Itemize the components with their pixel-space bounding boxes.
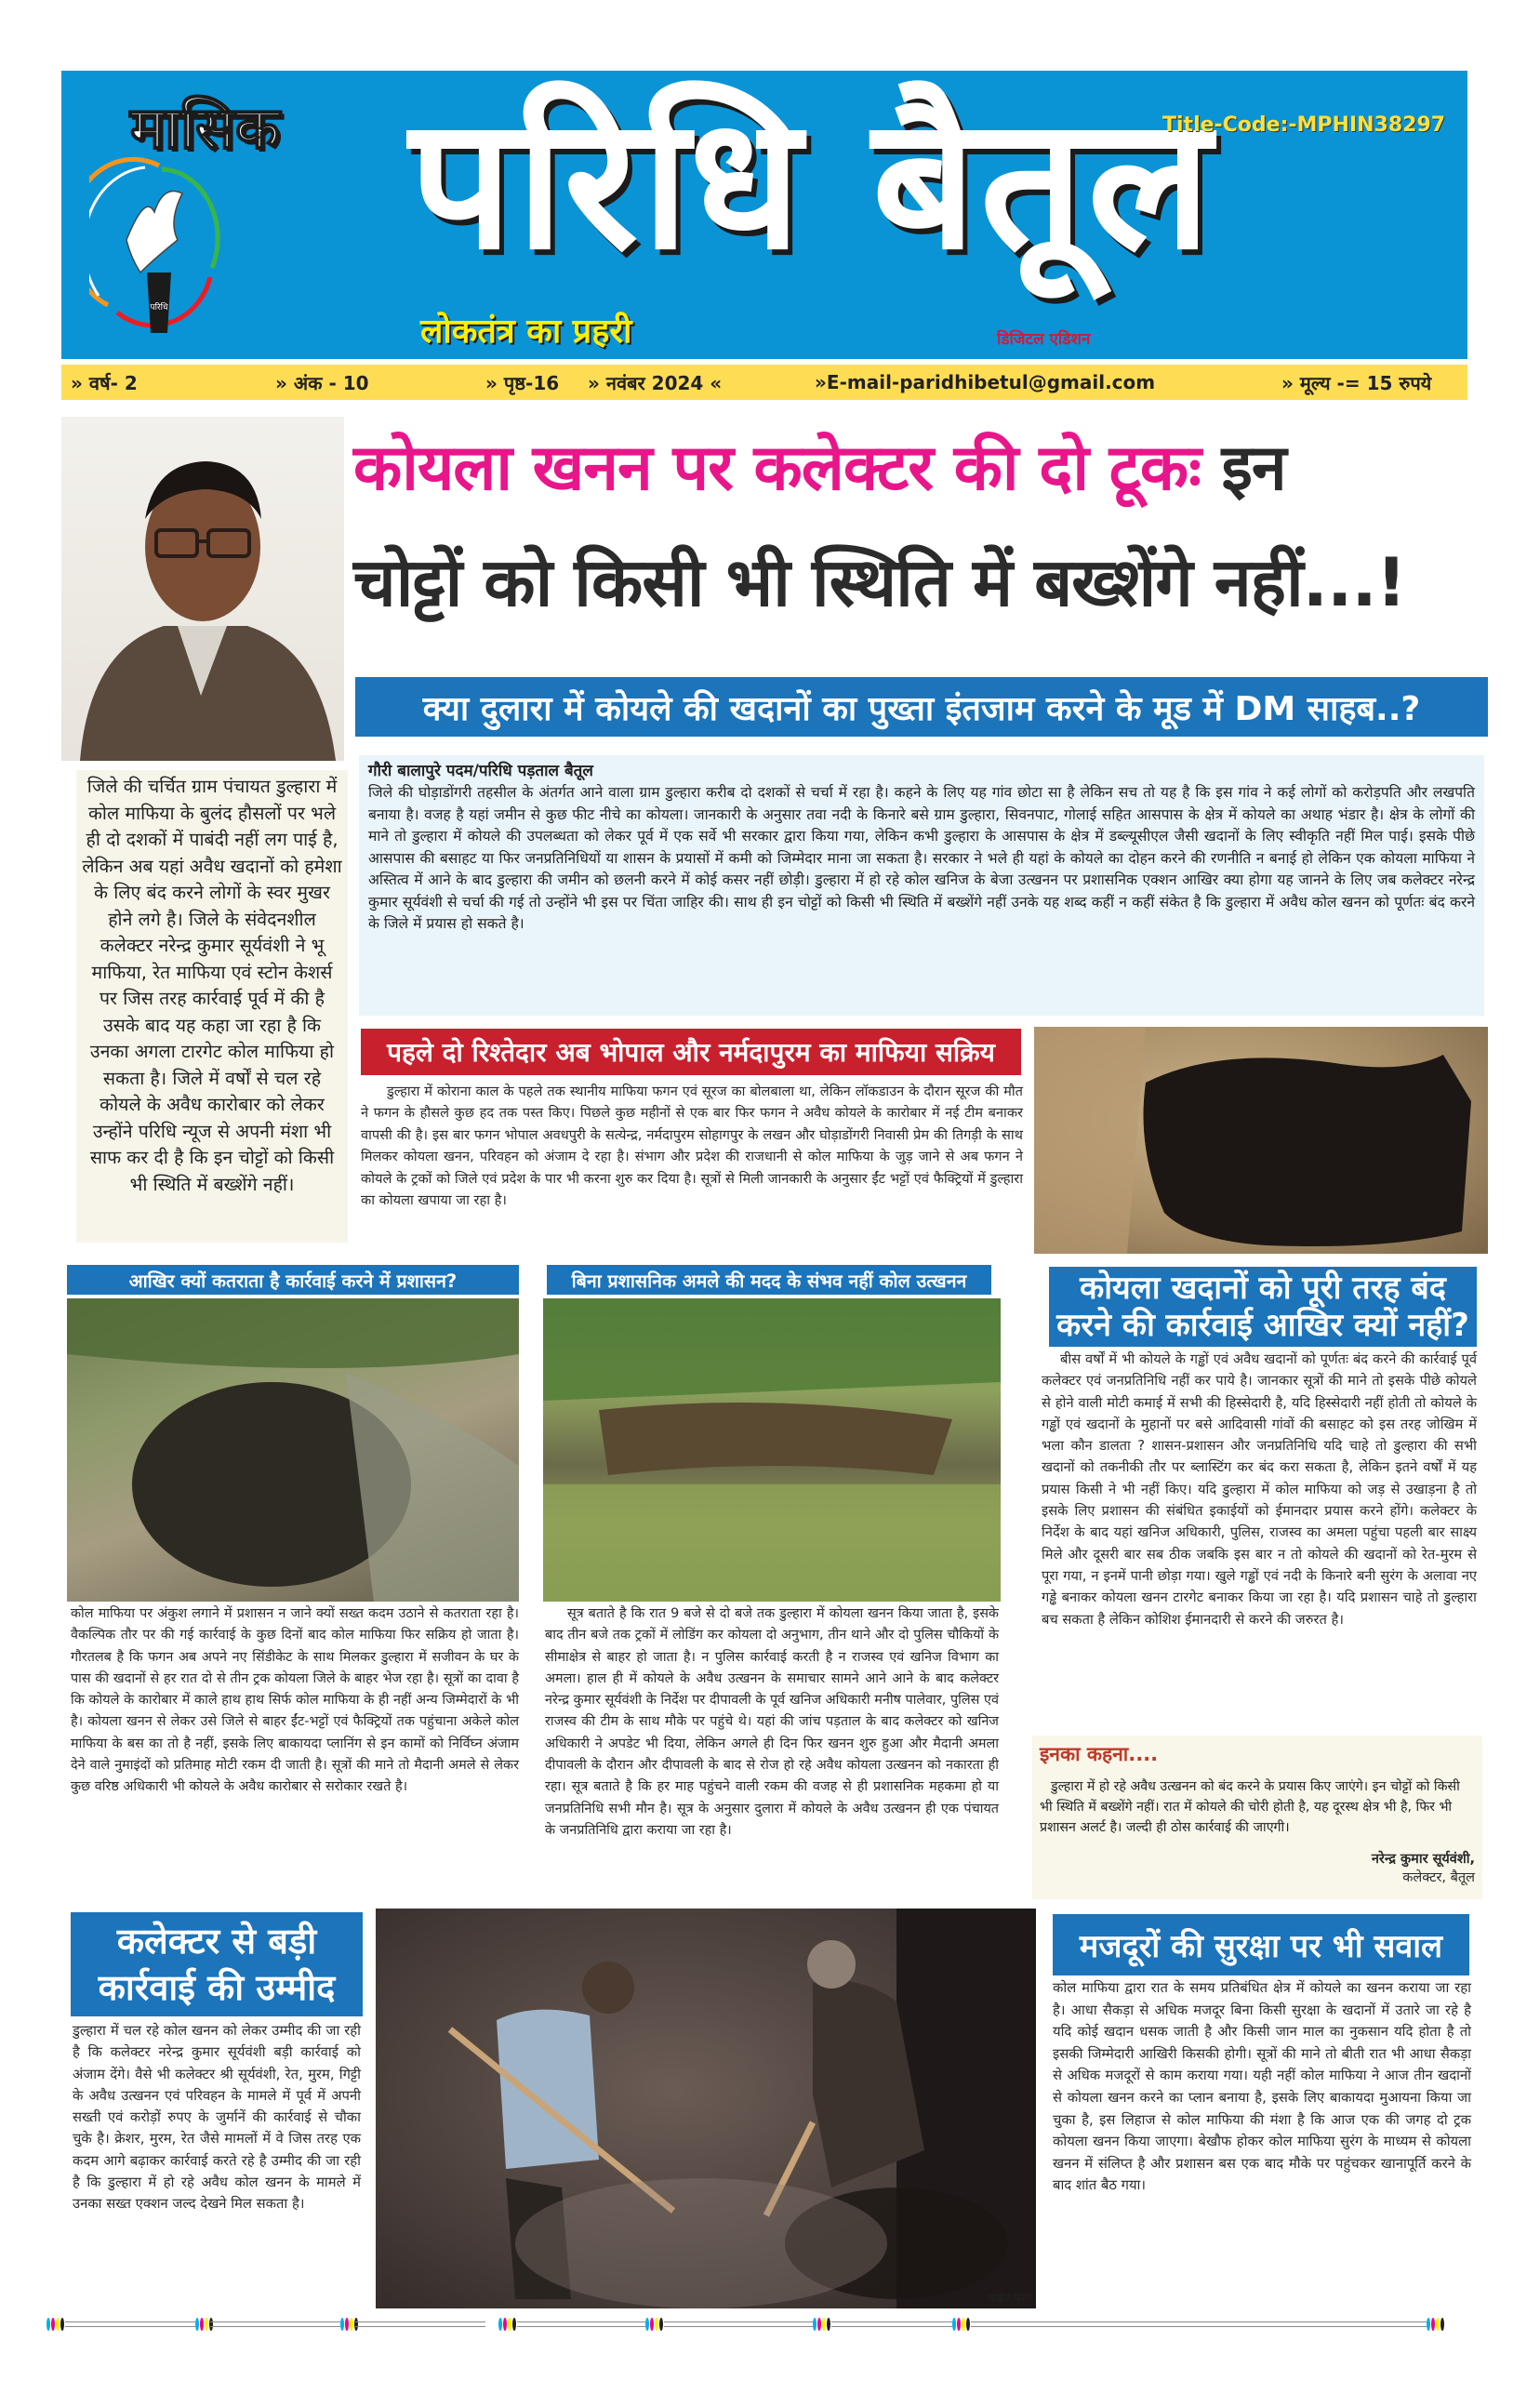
tagline: लोकतंत्र का प्रहरी — [420, 313, 632, 351]
divider-rule — [355, 2321, 485, 2327]
headline-line1-rest: इन — [1200, 432, 1286, 505]
registration-dot — [1436, 2318, 1440, 2331]
registration-dot — [966, 2318, 970, 2331]
pages-info: » पृष्ठ-16 — [485, 371, 560, 394]
registration-dot — [813, 2318, 816, 2331]
registration-dot — [503, 2318, 507, 2331]
price-info: » मूल्य -= 15 रुपये — [1281, 371, 1432, 394]
registration-mark — [813, 2318, 830, 2331]
photo-credit: फाईल फोटो — [988, 2292, 1032, 2304]
registration-dot — [655, 2318, 658, 2331]
coal-pit-photo — [1034, 1027, 1488, 1254]
registration-dot — [1427, 2318, 1430, 2331]
photo-caption-why-hesitate: आखिर क्यों कतराता है कार्रवाई करने में प्रशासन? — [67, 1265, 519, 1295]
registration-dot — [195, 2318, 199, 2331]
registration-dot — [827, 2318, 830, 2331]
registration-dot — [1431, 2318, 1435, 2331]
divider-rule — [831, 2321, 952, 2327]
intro-summary-box: जिले की चर्चित ग्राम पंचायत डुल्हारा में कोल माफिया के बुलंद हौसलों पर भले ही दो दशकों में पाबंदी नहीं लग पाई है, लेकिन अब यहां अवैध खदानों को हमेशा के लिए बंद करने लोगों के स्वर मुखर होने लगे है। जिले के संवेदनशील कलेक्टर नरेन्द्र कुमार सूर्यवंशी ने भू माफिया, रेत माफिया एवं स्टोन केशर्स पर जिस तरह कार्रवाई पूर्व में की है उसके बाद यह कहा जा रहा है कि उनका अगला टारगेट कोल माफिया हो सकता है। जिले में वर्षों से चल रहे कोयले के अवैध कारोबार को लेकर उन्होंने परिधि न्यूज से अपनी मंशा भी साफ कर दी है कि इन चोट्टों को किसी भी स्थिति में बख्शेंगे नहीं। — [76, 770, 348, 1243]
bottom-right-heading: मजदूरों की सुरक्षा पर भी सवाल — [1053, 1914, 1469, 1975]
mafia-section-heading: पहले दो रिश्तेदार अब भोपाल और नर्मदापुरम का माफिया सक्रिय — [361, 1029, 1021, 1075]
quote-text: डुल्हारा में हो रहे अवैध उत्खनन को बंद करने के प्रयास किए जाएंगे। इन चोट्टों को किसी भी स्थिति में बख्शेंगे नहीं। रात में कोयले की चोरी होती है, यह दूरस्थ क्षेत्र भी है, फिर भी प्रशासन अलर्ट है। जल्दी ही ठोस कार्रवाई की जाएगी। — [1040, 1779, 1460, 1835]
registration-mark — [645, 2318, 663, 2331]
registration-dot — [60, 2318, 64, 2331]
quote-heading: इनका कहना.... — [1040, 1743, 1159, 1765]
registration-dot — [650, 2318, 654, 2331]
registration-dot — [659, 2318, 663, 2331]
registration-dot — [200, 2318, 204, 2331]
main-headline-line1 — [353, 432, 1286, 505]
registration-dot — [962, 2318, 965, 2331]
main-article — [359, 755, 1484, 1016]
main-subhead: क्या दुलारा में कोयले की खदानों का पुख्ता इंतजाम करने के मूड में DM साहब..? — [355, 677, 1488, 737]
registration-mark — [498, 2318, 516, 2331]
divider-rule — [65, 2321, 195, 2327]
monthly-label: मासिक — [130, 94, 281, 162]
logo-text: परिधि — [150, 303, 168, 313]
registration-dot — [512, 2318, 516, 2331]
dove-pen-logo-icon — [89, 156, 229, 342]
title-code: Title-Code:-MPHIN38297 — [1162, 113, 1446, 137]
byline: गौरी बालापुरे पदम/परिधि पड़ताल बैतूल — [368, 762, 593, 780]
paper-name: परिधि बैतूल — [409, 78, 1215, 290]
headline-highlight: कोयला खनन पर कलेक्टर की दो टूकः — [353, 432, 1201, 505]
registration-dot — [817, 2318, 821, 2331]
bottom-right-text: कोल माफिया द्वारा रात के समय प्रतिबंधित क्षेत्र में कोयले का खनन कराया जा रहा है। आधा सैकड़ा से अधिक मजदूर बिना किसी सुरक्षा के खदानों में उतारे जा रहे है यदि कोई खदान धसक जाती है और किसी जान माल का नुकसान यदि होता है तो इसकी जिम्मेदारी आखिरी किसकी होगी। सूत्रों की माने तो बीती रात भी आधा सैकड़ा से अधिक मजदूरों से काम कराया गया। यही नहीं कोल माफिया ने आज तीन खदानों से कोयला खनन करने का प्लान बनाया है, इसके लिए बाकायदा मुआयना किया जा चुका है, इस लिहाज से कोल माफिया की मंशा है कि आज एक की जगह दो ट्रक कोयला खनन किया जाएगा। बेखौफ होकर कोल माफिया सुरंग के माध्यम से कोयला खनन में संलिप्त है और प्रशासन बस एक बाद मौके पर पहुंचकर खानापूर्ति करने के बाद शांत बैठ गया। — [1053, 1980, 1471, 2194]
registration-dot — [952, 2318, 956, 2331]
registration-dot — [46, 2318, 50, 2331]
right-column-heading: कोयला खदानों को पूरी तरह बंद करने की कार्रवाई आखिर क्यों नहीं? — [1049, 1267, 1477, 1347]
year-info: » वर्ष- 2 — [71, 371, 138, 394]
email-link[interactable]: »E-mail-paridhibetul@gmail.com — [815, 371, 1156, 393]
coal-workers-photo — [376, 1909, 1036, 2308]
registration-dot — [498, 2318, 502, 2331]
registration-dot — [1440, 2318, 1444, 2331]
collector-quote-box — [1032, 1736, 1482, 1899]
divider-rule — [517, 2321, 645, 2327]
registration-dot — [345, 2318, 349, 2331]
divider-rule — [971, 2321, 1427, 2327]
registration-mark — [46, 2318, 64, 2331]
registration-mark — [952, 2318, 970, 2331]
registration-dot — [957, 2318, 961, 2331]
photo-caption-admin-help: बिना प्रशासनिक अमले की मदद के संभव नहीं कोल उत्खनन — [547, 1265, 991, 1295]
info-bar — [61, 365, 1467, 400]
registration-dot — [508, 2318, 511, 2331]
edition-label: डिजिटल एडिशन — [997, 330, 1091, 349]
issue-info: » अंक - 10 — [275, 371, 369, 394]
mine-shaft-photo — [67, 1298, 519, 1602]
date-info: » नवंबर 2024 « — [588, 371, 723, 394]
mining-field-photo — [543, 1298, 1001, 1602]
mafia-section-text: डुल्हारा में कोराना काल के पहले तक स्थानीय माफिया फगन एवं सूरज का बोलबाला था, लेकिन लॉकडाउन के दौरान सूरज की मौत ने फगन के हौसले कुछ हद तक पस्त किए। पिछले कुछ महीनों से एक बार फिर फगन ने अवैध कोयले के कारोबार में नई टीम बनाकर वापसी की है। इस बार फगन भोपाल अवधपुरी के सत्येन्द्र, नर्मदापुरम सोहागपुर के लखन और घोड़ाडोंगरी निवासी प्रेम की तिगड़ी के साथ मिलकर कोयला खनन, परिवहन को अंजाम दे रहा है। संभाग और प्रदेश की राजधानी से कोल माफिया के जुड़ जाने से अब फगन ने कोयले के ट्रकों को जिले एवं प्रदेश के पार भी करना शुरु कर दिया है। सूत्रों से मिली जानकारी के अनुसार ईंट भट्टों एवं फैक्ट्रियों में डुल्हारा का कोयला खपाया जा रहा है। — [361, 1084, 1023, 1209]
main-article-text: जिले की घोड़ाडोंगरी तहसील के अंतर्गत आने वाला ग्राम डुल्हारा करीब दो दशकों से चर्चा में रहा है। कहने के लिए यह गांव छोटा सा है लेकिन सच तो यह है कि इस गांव ने कई लोगों को करोड़पति और लखपति बनाया है। वजह है यहां जमीन से कुछ फीट नीचे का कोयला। जानकारी के अनुसार तवा नदी के किनारे बसे ग्राम डुल्हारा, सिवनपाट, गोलाई सहित आसपास के क्षेत्र में कोयले का अथाह भंडार है। क्षेत्र के लोगों की माने तो डुल्हारा में कोयले की उपलब्धता को लेकर पूर्व में एक सर्वे भी सरकार द्वारा किया गया, लेकिन कभी डुल्हारा के आसपास के क्षेत्र में डब्ल्यूसीएल जैसी खदानों के लिए स्वीकृति नहीं मिल पाई। इसके पीछे आसपास की बसाहट या फिर जनप्रतिनिधियों या शासन के प्रयासों में कमी को जिम्मेदार माना जा सकता है। सरकार ने भले ही यहां के कोयले का दोहन करने की रणनीति न बनाई हो लेकिन एक कोयला माफिया ने अस्तित्व में आने के बाद डुल्हारा की जमीन को छलनी करने में कोई कसर नहीं छोड़ी। डुल्हारा में हो रहे कोल खनिज के बेजा उत्खनन पर प्रशासनिक एक्शन आखिर क्या होगा यह जानने के लिए जब कलेक्टर नरेन्द्र कुमार सूर्यवंशी से चर्चा की गई तो उन्होंने भी इस पर चिंता जाहिर की। साथ ही इन चोट्टों को किसी भी स्थिति में बख्शेंगे नहीं उनके यह शब्द कहीं न कहीं संकेत है कि डुल्हारा में अवैध कोल खनन को पूर्णतः बंद करने के जिले में प्रयास हो सकते है। — [368, 784, 1476, 932]
registration-dot — [645, 2318, 649, 2331]
bottom-left-heading: कलेक्टर से बड़ी कार्रवाई की उम्मीद — [71, 1912, 363, 2016]
registration-dot — [51, 2318, 55, 2331]
bottom-left-text: डुल्हारा में चल रहे कोल खनन को लेकर उम्मीद की जा रही है कि कलेक्टर नरेन्द्र कुमार सूर्यवंशी बड़ी कार्रवाई को अंजाम देंगे। वैसे भी कलेक्टर श्री सूर्यवंशी, रेत, मुरम, गिट्टी के अवैध उत्खनन एवं परिवहन के मामले में पूर्व में अपनी सख्ती एवं करोड़ों रुपए के जुर्मानें की कार्रवाई से चौका चुके है। क्रेशर, मुरम, रेत जैसे मामलों में वे जिस तरह एक कदम आगे बढ़ाकर कार्रवाई करते रहे है उम्मीद की जा रही है कि डुल्हारा में हो रहे अवैध कोल खनन के मामले में उनका सख्त एक्शन जल्द देखने मिल सकता है। — [73, 2023, 361, 2213]
registration-mark — [1427, 2318, 1444, 2331]
main-headline-line2: चोट्टों को किसी भी स्थिति में बख्शेंगे नहीं...! — [353, 543, 1406, 621]
quote-author-name: नरेन्द्र कुमार सूर्यवंशी, — [1371, 1852, 1475, 1867]
divider-rule — [664, 2321, 813, 2327]
column2-text: सूत्र बताते है कि रात 9 बजे से दो बजे तक डुल्हारा में कोयला खनन किया जाता है, इसके बाद तीन बजे तक ट्रकों में लोडिंग कर कोयला दो अनुभाग, तीन थाने और दो पुलिस चौकियों के सीमाक्षेत्र से बाहर हो जाता है। न पुलिस कार्रवाई करती है न राजस्व एवं खनिज विभाग का अमला। हाल ही में कोयले के अवैध उत्खनन के समाचार सामने आने आने के बाद कलेक्टर नरेन्द्र कुमार सूर्यवंशी के निर्देश पर दीपावली के पूर्व खनिज अधिकारी मनीष पालेवार, पुलिस एवं राजस्व की टीम के साथ मौके पर पहुंचे थे। यहां की जांच पड़ताल के बाद कलेक्टर को खनिज अधिकारी ने अपडेट भी दिया, लेकिन अगले ही दिन फिर खनन शुरु हुआ और मैदानी अमला दीपावली के दौरान और दीपावली के बाद से रोज हो रहे अवैध कोयला उत्खनन को नकारता ही रहा। सूत्र बताते है कि हर माह पहुंचने वाली रकम की वजह से ही प्रशासनिक महकमा हो या जनप्रतिनिधि सभी मौन है। सूत्र के अनुसार दुलारा में कोयले के अवैध उत्खनन ही एक पंचायत के जनप्रतिनिधि द्वारा कराया जा रहा है। — [545, 1606, 999, 1838]
registration-dot — [56, 2318, 60, 2331]
quote-author-title: कलेक्टर, बैतूल — [1402, 1870, 1475, 1885]
right-column-text: बीस वर्षों में भी कोयले के गड्ढों एवं अवैध खदानों को पूर्णतः बंद करने की कार्रवाई पूर्व कलेक्टर एवं जनप्रतिनिधि नहीं कर पाये है। जानकार सूत्रों की माने तो इसके पीछे कोयले से होने वाली मोटी कमाई में सभी की हिस्सेदारी है, यदि हिस्सेदारी नहीं होती तो कोयले के गड्ढों एवं खदानों के मुहानों पर बसे आदिवासी गांवों की बसाहट को इस तरह जोखिम में भला कौन डालता ? शासन-प्रशासन और जनप्रतिनिधि यदि चाहे तो डुल्हारा की सभी खदानों को तकनीकी तौर पर ब्लास्टिंग कर बंद करा सकता है, लेकिन इतने वर्षों में यह प्रयास किसी ने भी नहीं किए। यदि डुल्हारा में कोल माफिया को जड़ से उखाड़ना है तो इसके लिए प्रशासन की संबंधित इकाईयों को ईमानदार प्रयास करने होंगे। कलेक्टर के निर्देश के बाद यहां खनिज अधिकारी, पुलिस, राजस्व का अमला पहुंचा पहली बार साक्ष्य मिले और दूसरी बार सब ठीक जबकि इस बार न तो कोयले की खदानों को रेत-मुरम से पूरा गया, न इनमें पानी छोड़ा गया। खुले गड्ढों एवं नदी के किनारे बनी सुरंग के अलावा नए गड्ढे बनाकर कोयला खनन टारगेट बनाकर किया जा रहा है। यदि प्रशासन चाहे तो डुल्हारा बच सकता है लेकिन कोशिश ईमानदारी से करने की जरुरत है। — [1042, 1351, 1477, 1628]
registration-dot — [822, 2318, 826, 2331]
registration-dot — [350, 2318, 353, 2331]
registration-dot — [340, 2318, 344, 2331]
collector-portrait-photo — [61, 417, 344, 761]
registration-dot — [205, 2318, 208, 2331]
column1-text: कोल माफिया पर अंकुश लगाने में प्रशासन न जाने क्यों सख्त कदम उठाने से कतराता रहा है। वैकल्पिक तौर पर की गई कार्रवाई के कुछ दिनों बाद कोल माफिया फिर सक्रिय हो जाता है। गौरतलब है कि फगन अब अपने नए सिंडीकेट के साथ मिलकर डुल्हारा में सजीवन के घर के पास की खदानों से हर रात दो से तीन ट्रक कोयला जिले के बाहर भेज रहा है। सूत्रों का दावा है कि कोयले के कारोबार में काले हाथ हाथ सिर्फ कोल माफिया के ही नहीं अन्य जिम्मेदारों के भी है। कोयला खनन से लेकर उसे जिले से बाहर ईंट-भट्टों एवं फैक्ट्रियों तक पहुंचाना अकेले कोल माफिया के बस का तो है नहीं, इसके लिए बाकायदा प्लानिंग से इन कामों को निर्विघ्न अंजाम देने वाले नुमाइंदों को प्रतिमाह मोटी रकम दी जाती है। सूत्रों की माने तो मैदानी अमले से लेकर कुछ वरिष्ठ अधिकारी भी कोयले के अवैध कारोबार से सरोकार रखते है। — [71, 1606, 519, 1795]
divider-rule — [210, 2321, 340, 2327]
